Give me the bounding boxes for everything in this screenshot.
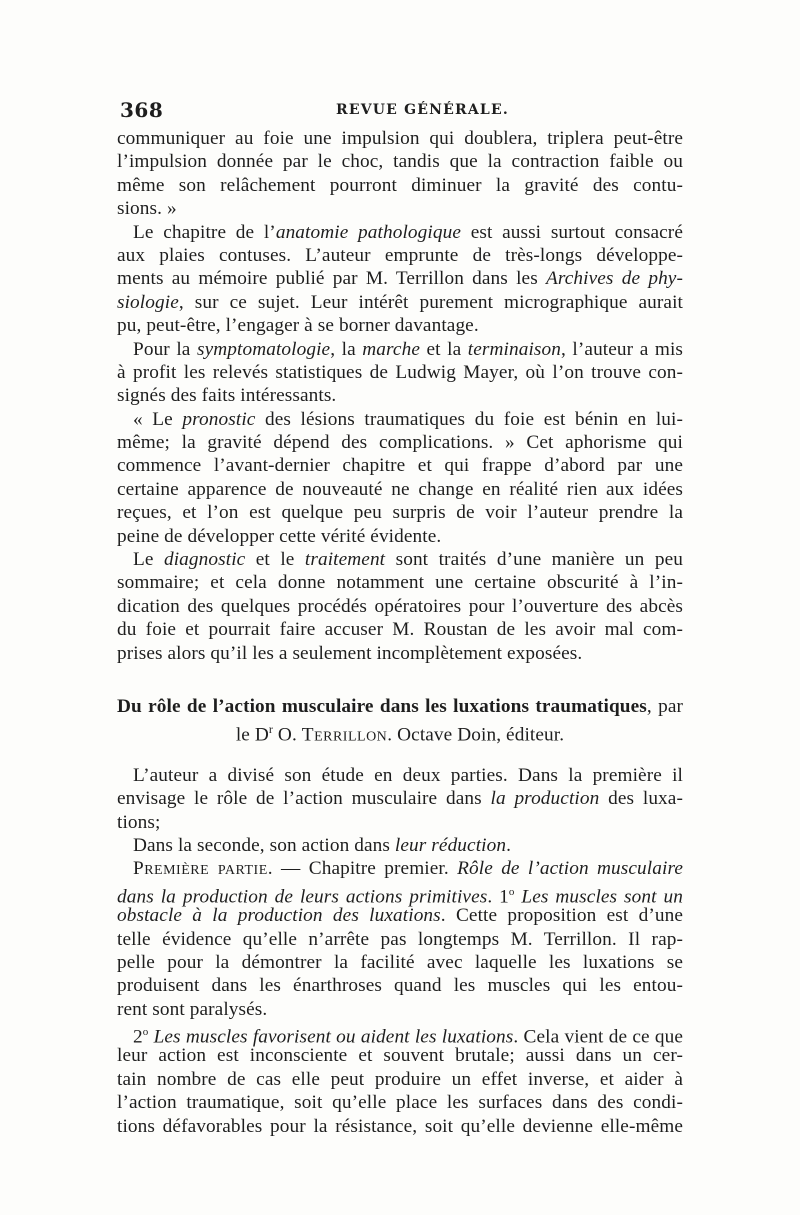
text-line: tions défavorables pour la résistance, soit qu’elle devienne elle-même xyxy=(117,1115,683,1137)
text-line: « Le pronostic des lésions traumatiques du foie est bénin en lui- xyxy=(133,408,683,430)
text-line: dication des quelques procédés opératoires pour l’ouverture des abcès xyxy=(117,595,683,617)
text-line: Dans la seconde, son action dans leur réduction. xyxy=(133,834,512,856)
text-line: produisent dans les énarthroses quand les muscles qui les entou- xyxy=(117,975,683,997)
text-line: L’auteur a divisé son étude en deux parties. Dans la première il xyxy=(133,764,683,786)
section-gap xyxy=(117,665,683,695)
text-line: Pour la symptomatologie, la marche et la terminaison, l’auteur a mis xyxy=(133,338,684,360)
text-line: telle évidence qu’elle n’arrête pas longtemps M. Terrillon. Il rap- xyxy=(117,928,683,950)
text-line: commence l’avant-dernier chapitre et qui frappe d’abord par une xyxy=(117,455,683,477)
text-line: l’action traumatique, soit qu’elle place les surfaces dans des condi- xyxy=(117,1092,683,1114)
text-line: certaine apparence de nouveauté ne change en réalité rien aux idées xyxy=(117,478,683,500)
text-line: obstacle à la production des luxations. Cette proposition est d’une xyxy=(117,905,683,927)
text-line: pelle pour la démontrer la facilité avec laquelle les luxations se xyxy=(117,951,683,973)
text-line: rent sont paralysés. xyxy=(117,998,268,1020)
text-line: l’impulsion donnée par le choc, tandis que la contraction faible ou xyxy=(117,151,683,173)
text-line: sommaire; et cela donne notamment une certaine obscurité à l’in- xyxy=(117,572,683,594)
text-line: tions; xyxy=(117,811,161,833)
text-line: à profit les relevés statistiques de Ludwig Mayer, où l’on trouve con- xyxy=(117,361,683,383)
text-line: Première partie. — Chapitre premier. Rôle de l’action musculaire xyxy=(133,858,683,880)
text-line: leur action est inconsciente et souvent brutale; aussi dans un cer- xyxy=(117,1045,683,1067)
page-number: 368 xyxy=(120,98,164,122)
text-line: aux plaies contuses. L’auteur emprunte de très-longs développe- xyxy=(117,244,683,266)
text-line: même son relâchement pourront diminuer la gravité des contu- xyxy=(117,174,683,196)
text-line: peine de développer cette vérité évidente. xyxy=(117,525,442,547)
text-line: tain nombre de cas elle peut produire un effet inverse, et aider à xyxy=(117,1068,683,1090)
text-line: 2$^o$ Les muscles favorisent ou aident les luxations. Cela vient de ce que xyxy=(133,1026,683,1048)
review-heading: Du rôle de l’action musculaire dans les luxations traumatiques, par xyxy=(117,695,683,717)
text-line: reçues, et l’on est quelque peu surpris de voir l’auteur prendre la xyxy=(117,502,683,524)
text-line: siologie, sur ce sujet. Leur intérêt purement micrographique aurait xyxy=(117,291,683,313)
text-line: du foie et pourrait faire accuser M. Roustan de les avoir mal com- xyxy=(117,619,683,641)
review-heading-author: le $D^r$ O. Terrillon. Octave Doin, éditeur. xyxy=(235,722,565,746)
text-line: dans la production de leurs actions primitives. 1$^o$ Les muscles sont un xyxy=(117,885,683,908)
text-line: sions. » xyxy=(117,198,177,220)
text-line: même; la gravité dépend des complications. » Cet aphorisme qui xyxy=(117,432,683,454)
text-line: prises alors qu’il les a seulement incomplètement exposées. xyxy=(117,642,583,664)
running-title: REVUE GÉNÉRALE. xyxy=(336,102,509,118)
text-line: communiquer au foie une impulsion qui doublera, triplera peut-être xyxy=(117,128,683,149)
text-line: ments au mémoire publié par M. Terrillon dans les Archives de phy- xyxy=(117,268,683,290)
text-line: Le diagnostic et le traitement sont traités d’une manière un peu xyxy=(133,549,683,571)
text-line: signés des faits intéressants. xyxy=(117,385,337,407)
text-line: Le chapitre de l’anatomie pathologique est aussi surtout consacré xyxy=(133,221,683,243)
text-line: envisage le rôle de l’action musculaire dans la production des luxa- xyxy=(117,788,683,810)
text-line: pu, peut-être, l’engager à se borner davantage. xyxy=(117,315,479,337)
running-header xyxy=(120,98,683,122)
body-text xyxy=(117,127,683,1138)
